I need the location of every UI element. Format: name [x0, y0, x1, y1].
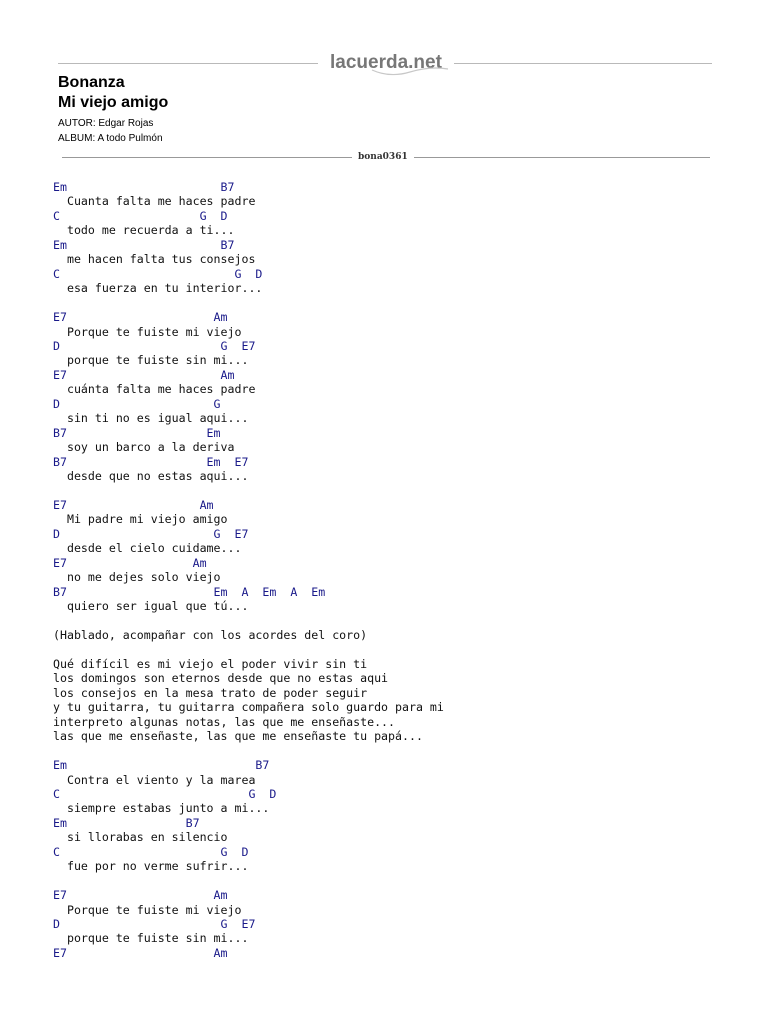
blank-line	[53, 874, 444, 888]
lyric-line: y tu guitarra, tu guitarra compañera solo guardo para mi	[53, 700, 444, 715]
chord-line: D G	[53, 396, 221, 411]
chord-line: C G D	[53, 208, 228, 223]
chord-line: Em B7	[53, 815, 200, 830]
chord-line: C G D	[53, 844, 249, 859]
chord-line: E7 Am	[53, 497, 214, 512]
chord-line: D G E7	[53, 917, 256, 932]
lyric-line: porque te fuiste sin mi...	[53, 931, 249, 946]
lyric-line: soy un barco a la deriva	[53, 440, 235, 455]
lyric-line: porque te fuiste sin mi...	[53, 353, 249, 368]
chord-sheet	[53, 180, 444, 960]
lyric-line: Mi padre mi viejo amigo	[53, 512, 228, 527]
chord-line: E7 Am	[53, 945, 228, 960]
blank-line	[53, 642, 444, 656]
chord-line: B7 Em E7	[53, 454, 249, 469]
lyric-line: Porque te fuiste mi viejo	[53, 324, 242, 339]
lyric-line: siempre estabas junto a mi...	[53, 801, 270, 816]
song-subtitle: Mi viejo amigo	[58, 94, 169, 111]
lyric-line: me hacen falta tus consejos	[53, 252, 256, 267]
lyric-line: los consejos en la mesa trato de poder seguir	[53, 685, 368, 700]
blank-line	[53, 484, 444, 498]
lyric-line: no me dejes solo viejo	[53, 570, 221, 585]
site-logo[interactable]: lacuerda.net	[318, 52, 454, 74]
lyric-line: esa fuerza en tu interior...	[53, 281, 263, 296]
lyric-line: interpreto algunas notas, las que me enseñaste...	[53, 714, 396, 729]
lyric-line: si llorabas en silencio	[53, 830, 228, 845]
chord-line: E7 Am	[53, 555, 207, 570]
chord-line: E7 Am	[53, 367, 235, 382]
blank-line	[53, 296, 444, 310]
chord-line: B7 Em A Em A Em	[53, 584, 326, 599]
chord-line: C G D	[53, 266, 263, 281]
lyric-line: Qué difícil es mi viejo el poder vivir sin ti	[53, 656, 368, 671]
chord-line: C G D	[53, 786, 277, 801]
blank-line	[53, 744, 444, 758]
song-album: ALBUM: A todo Pulmón	[58, 133, 163, 144]
lyric-line: quiero ser igual que tú...	[53, 599, 249, 614]
lyric-line: desde el cielo cuidame...	[53, 541, 242, 556]
lyric-line: sin ti no es igual aqui...	[53, 411, 249, 426]
chord-line: E7 Am	[53, 888, 228, 903]
blank-line	[53, 614, 444, 628]
chord-line: E7 Am	[53, 310, 228, 325]
lyric-line: desde que no estas aqui...	[53, 469, 249, 484]
lyric-line: Porque te fuiste mi viejo	[53, 902, 242, 917]
chord-line: Em B7	[53, 237, 235, 252]
uploader-name: bona0361	[352, 151, 414, 163]
chord-line: Em B7	[53, 758, 270, 773]
song-author: AUTOR: Edgar Rojas	[58, 118, 154, 129]
chord-line: Em B7	[53, 180, 235, 194]
logo-swirl-icon	[370, 66, 450, 78]
lyric-line: fue por no verme sufrir...	[53, 859, 249, 874]
chord-line: D G E7	[53, 338, 256, 353]
chord-line: B7 Em	[53, 425, 221, 440]
lyric-line: todo me recuerda a ti...	[53, 223, 235, 238]
song-title: Bonanza	[58, 74, 125, 91]
lyric-line: Contra el viento y la marea	[53, 772, 256, 787]
lyric-line: las que me enseñaste, las que me enseñaste tu papá...	[53, 729, 423, 744]
lyric-line: (Hablado, acompañar con los acordes del coro)	[53, 628, 368, 642]
lyric-line: cuánta falta me haces padre	[53, 382, 256, 397]
chord-line: D G E7	[53, 526, 249, 541]
lyric-line: los domingos son eternos desde que no estas aqui	[53, 671, 389, 686]
lyric-line: Cuanta falta me haces padre	[53, 194, 256, 209]
